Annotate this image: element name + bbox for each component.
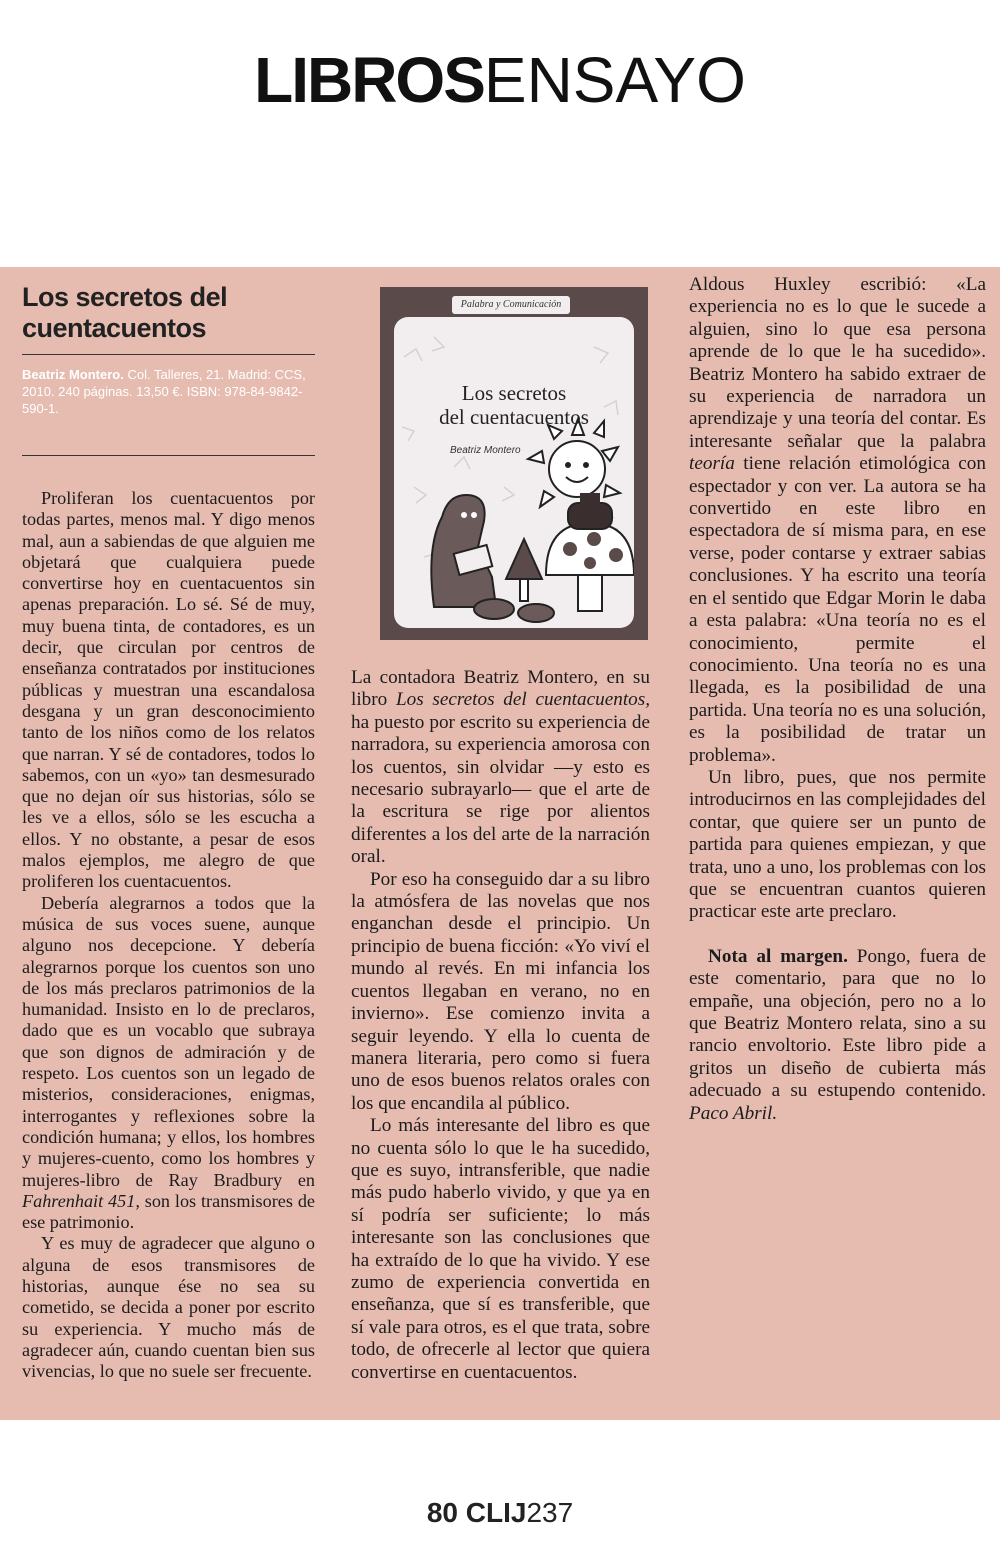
book-details: Col. Talleres, 21. Madrid: CCS, 2010. 240 páginas. 13,50 €. ISBN: 978-84-9842-590-1. bbox=[22, 367, 306, 416]
italic-title: Fahrenhait 451, bbox=[22, 1190, 140, 1211]
book-author: Beatriz Montero. bbox=[22, 367, 124, 382]
paragraph: Debería alegrarnos a todos que la música de sus voces suene, aunque alguno nos decepcione. Y debería alegrarnos porque los cuentos son uno de los más preclaros patrimonios de la humanidad. Insisto en lo de preclaros, dado que es un vocablo que subraya que son dignos de admiración y de respeto. Los cuentos son un legado de misterios, consideraciones, enigmas, interrogantes y reflexiones sobre la condición humana; y ellos, los hombres y mujeres-cuento, como los hombres y mujeres-libro de Ray Bradbury en Fahrenhait 451, son los transmisores de ese patrimonio. bbox=[22, 892, 315, 1233]
paragraph: La contadora Beatriz Montero, en su libro Los secretos del cuentacuentos, ha puesto por escrito su experiencia de narradora, su experiencia amorosa con los cuentos, sin olvidar —y esto es necesario subrayarlo— que el arte de la escritura se rige por alientos diferentes a los del arte de la narración oral. bbox=[351, 667, 651, 868]
cover-illustration bbox=[394, 317, 634, 628]
paragraph: Proliferan los cuentacuentos por todas partes, menos mal. Y digo menos mal, aun a sabiendas de que alguien me objetará que cualquiera puede convertirse hoy en cuentacuentos sin apenas preparación. Lo sé. Sé de muy, muy buena tinta, de contadores, es un decir, que circulan por centros de enseñanza contratados por instituciones públicas y muestran una escandalosa desgana y un gran desconocimiento tanto de los niños como de los relatos que narran. Y sé de contadores, todos lo sabemos, con un «yo» tan desmesurado que no dejan oír sus historias, sólo se les ve a ellos, sólo se les escucha a ellos. Y no obstante, a pesar de esos malos ejemplos, me alegro de que proliferen los cuentacuentos. bbox=[22, 488, 315, 892]
mushroom-large-icon bbox=[546, 493, 634, 611]
section-label-bold: LIBROS bbox=[254, 44, 484, 116]
paragraph: Aldous Huxley escribió: «La experiencia no es lo que le sucede a alguien, sino lo que esa persona aprende de lo que le ha sucedido». Beatriz Montero ha sabido extraer de su experiencia de narradora un aprendizaje y una teoría del contar. Es interesante señalar que la palabra teoría tiene relación etimológica con espectador y con ver. La autora se ha convertido en este libro en espectadora de sí misma para, en ese verse, poder contarse y extraer sabias conclusiones. Y ha escrito una teoría en el sentido que Edgar Morin le daba a esta palabra: «Una teoría no es el conocimiento, permite el conocimiento. Una teoría no es una llegada, es la posibilidad de una partida. Una teoría no es una solución, es la posibilidad de tratar un problema». bbox=[689, 274, 986, 766]
column-2 bbox=[351, 667, 650, 1384]
section-header bbox=[0, 44, 1000, 116]
cover-title bbox=[394, 381, 634, 429]
italic-word: teoría bbox=[689, 453, 735, 475]
book-cover bbox=[380, 287, 648, 640]
cover-title-line2: del cuentacuentos bbox=[439, 405, 589, 429]
cover-title-line1: Los secretos bbox=[461, 381, 567, 405]
italic-title: Los secretos del cuentacuentos, bbox=[395, 689, 651, 711]
column-3 bbox=[689, 274, 986, 1125]
cover-author: Beatriz Montero bbox=[450, 445, 521, 456]
section-label-light: ENSAYO bbox=[483, 44, 746, 116]
rocks-icon bbox=[474, 599, 554, 622]
review-title: Los secretos del cuentacuentos bbox=[22, 282, 228, 343]
issue-number: 237 bbox=[526, 1497, 574, 1528]
snail-figure-icon bbox=[431, 495, 496, 607]
magazine-name: CLIJ bbox=[465, 1497, 527, 1528]
paragraph: Lo más interesante del libro es que no cuenta sólo lo que le ha sucedido, que es suyo, intransferible, que nadie más pudo haberlo vivido, y que ya en sí podría ser suficiente; lo más interesante son las conclusiones que ha extraído de lo que ha vivido. Y ese zumo de experiencia convertida en enseñanza, que sí es transferible, que sí vale para otros, es el que trata, sobre todo, de ofrecerle al lector que quiera convertirse en cuentacuentos. bbox=[351, 1115, 650, 1383]
paragraph: Un libro, pues, que nos permite introducirnos en las complejidades del contar, que quiere ser un punto de partida para quienes empiezan, y que trata, uno a uno, los problemas con los que se encuentran cuantos quieren practicar este arte preclaro. bbox=[689, 766, 986, 923]
signature: Paco Abril. bbox=[689, 1102, 778, 1124]
page-footer bbox=[0, 1497, 1000, 1529]
paragraph: Por eso ha conseguido dar a su libro la atmósfera de las novelas que nos enganchan desde el principio. Un principio de buena ficción: «Yo viví el mundo al revés. En mi infancia los cuentos llegaban en verano, no en invierno». Ese comienzo invita a seguir leyendo. Y ella lo cuenta de manera literaria, pero como si fuera uno de esos buenos relatos orales con los que encandila al público. bbox=[351, 868, 650, 1114]
paragraph: Y es muy de agradecer que alguno o alguna de esos transmisores de historias, aunque ése no sea su cometido, se decida a poner por escrito su experiencia. Y mucho más de agradecer aún, cuando cuentan bien sus vivencias, lo que no suele ser frecuente. bbox=[22, 1233, 315, 1382]
title-rule bbox=[22, 354, 315, 355]
cover-inner bbox=[394, 317, 634, 628]
book-meta bbox=[22, 366, 315, 417]
page-number: 80 bbox=[426, 1497, 458, 1528]
mushroom-small-icon bbox=[506, 539, 542, 601]
margin-note-label: Nota al margen. bbox=[708, 945, 848, 967]
meta-rule bbox=[22, 455, 315, 456]
column-1 bbox=[22, 488, 315, 1382]
margin-note: Nota al margen. Pongo, fuera de este comentario, para que no lo empañe, una objeción, pero no a lo que Beatriz Montero relata, sino a su rancio envoltorio. Este libro pide a gritos un diseño de cubierta más adecuado a su estupendo contenido. Paco Abril. bbox=[689, 945, 986, 1124]
cover-series-label: Palabra y Comunicación bbox=[452, 296, 570, 314]
